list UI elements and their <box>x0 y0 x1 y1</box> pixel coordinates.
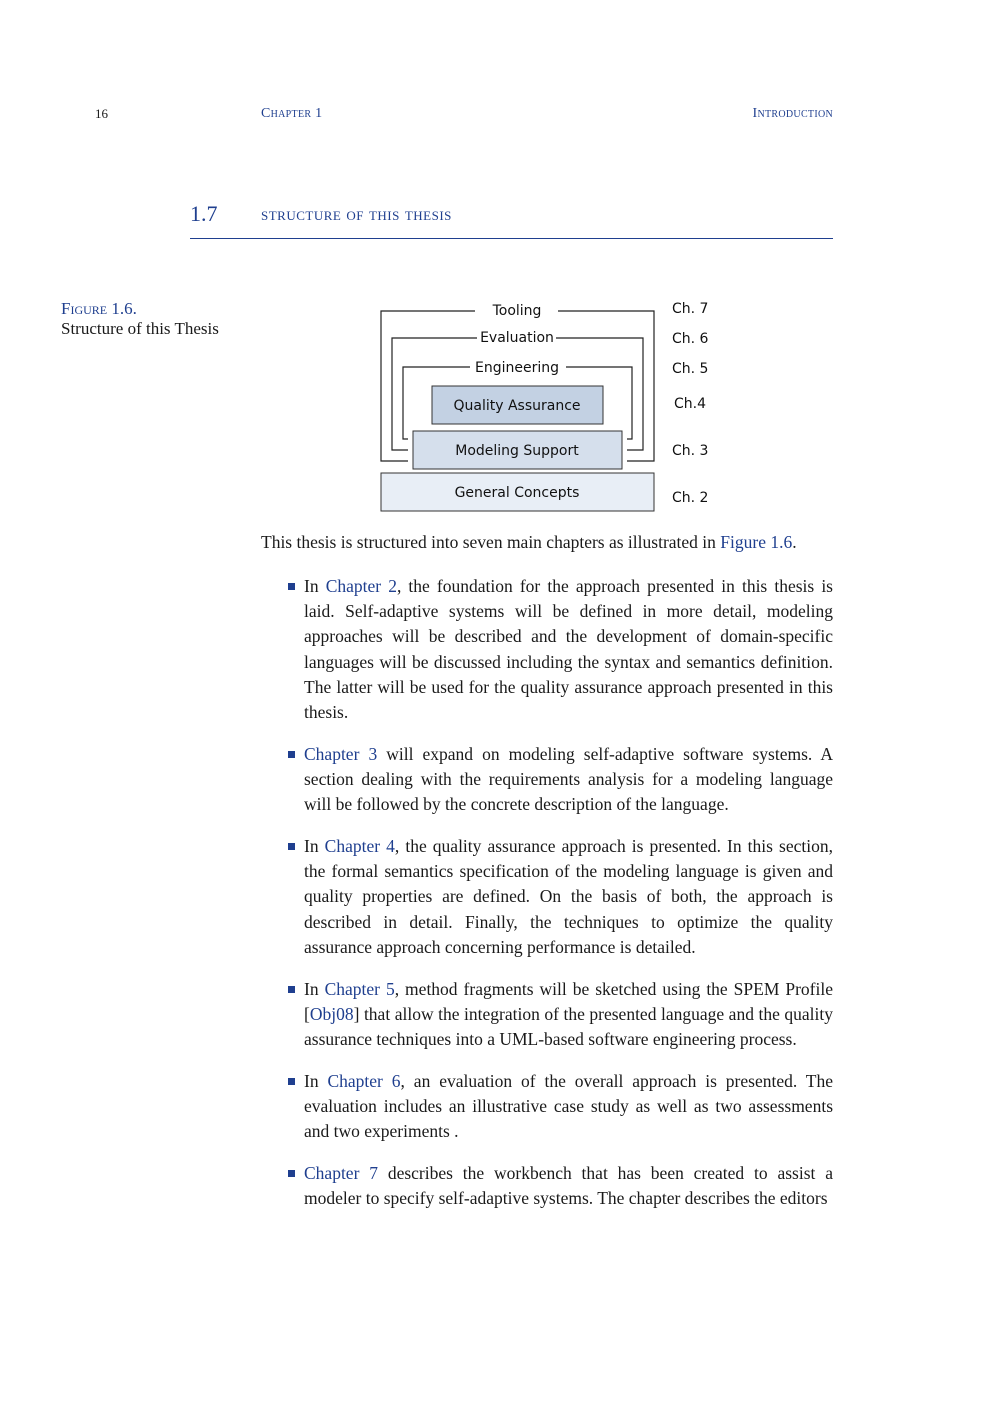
bullet-marker-icon <box>288 986 295 993</box>
list-item-prefix: In <box>304 978 325 999</box>
list-item-text: will expand on modeling self-adaptive software systems. A section dealing with the requirements analysis for a modeling language will be followed by the concrete description of the language. <box>304 743 833 815</box>
list-item-text: describes the workbench that has been created to assist a modeler to specify self-adaptive systems. The chapter describes the editors <box>304 1163 833 1209</box>
figure-label[interactable]: Figure 1.6. <box>61 299 137 318</box>
list-item-text: , an evaluation of the overall approach is presented. The evaluation includes an illustrative case study as well as two assessments and two experiments . <box>304 1070 834 1142</box>
chapter-overview-list <box>283 574 833 1228</box>
page-number: 16 <box>95 106 108 121</box>
figure-caption-text: Structure of this Thesis <box>61 319 219 338</box>
chapter-label-2: Ch. 2 <box>672 490 709 506</box>
section-number: 1.7 <box>190 201 218 226</box>
chapter-label-7: Ch. 7 <box>672 301 709 317</box>
list-item <box>283 1069 833 1145</box>
structure-diagram <box>360 290 720 520</box>
chapter-6-link[interactable]: Chapter 6 <box>327 1070 401 1091</box>
figure-reference-link[interactable]: Figure 1.6 <box>720 532 793 552</box>
list-item <box>283 742 833 818</box>
layer-label-evaluation: Evaluation <box>480 330 554 346</box>
list-item-text-continued: ] that allow the integration of the presented language and the quality assurance techniques into a UML-based software engineering process. <box>304 1003 833 1050</box>
list-item-text: , the quality assurance approach is presented. In this section, the formal semantics specification of the modeling language is given and quality properties are defined. On the basis of both, the approach is described in detail. Finally, the techniques to optimize the quality assurance approach concerning performance is detailed. <box>304 836 833 957</box>
list-item <box>283 1161 833 1211</box>
list-item-text: , the foundation for the approach presented in this thesis is laid. Self-adaptive systems will be defined in more detail, modeling approaches will be described and the development of domain-specific languages will be discussed including the syntax and semantics definition. The latter will be used for the quality assurance approach presented in this thesis. <box>304 576 833 723</box>
chapter-2-link[interactable]: Chapter 2 <box>325 576 397 596</box>
list-item <box>283 977 833 1053</box>
citation-obj08-link[interactable]: Obj08 <box>309 1003 354 1024</box>
running-header-title: Introduction <box>752 106 833 121</box>
chapter-label-5: Ch. 5 <box>672 361 709 377</box>
bullet-marker-icon <box>288 843 295 850</box>
layer-label-modeling-support: Modeling Support <box>455 443 579 459</box>
chapter-label-4: Ch.4 <box>674 396 707 412</box>
list-item <box>283 834 833 960</box>
bullet-marker-icon <box>288 1170 295 1177</box>
bullet-marker-icon <box>288 751 295 758</box>
list-item-prefix: In <box>304 576 326 596</box>
figure-caption <box>61 299 231 339</box>
chapter-label-6: Ch. 6 <box>672 331 709 347</box>
layer-label-quality-assurance: Quality Assurance <box>453 398 581 414</box>
chapter-7-link[interactable]: Chapter 7 <box>304 1163 378 1184</box>
layer-label-engineering: Engineering <box>475 360 559 376</box>
intro-paragraph <box>261 530 833 555</box>
list-item-prefix: In <box>304 1070 328 1091</box>
intro-text-end: . <box>792 532 797 552</box>
layer-label-tooling: Tooling <box>492 303 542 319</box>
bullet-marker-icon <box>288 1078 295 1085</box>
bullet-marker-icon <box>288 583 295 590</box>
section-rule <box>190 238 833 239</box>
chapter-label-3: Ch. 3 <box>672 443 709 459</box>
list-item-prefix: In <box>304 836 325 857</box>
layer-label-general-concepts: General Concepts <box>454 485 580 501</box>
list-item-text: , method fragments will be sketched using the SPEM Profile [ <box>304 978 834 1024</box>
chapter-5-link[interactable]: Chapter 5 <box>324 978 395 999</box>
running-header-chapter: Chapter 1 <box>261 106 323 121</box>
chapter-4-link[interactable]: Chapter 4 <box>324 836 395 857</box>
list-item <box>283 574 833 725</box>
intro-text: This thesis is structured into seven main chapters as illustrated in <box>261 532 721 552</box>
chapter-3-link[interactable]: Chapter 3 <box>304 743 378 764</box>
section-title: structure of this thesis <box>261 204 452 224</box>
